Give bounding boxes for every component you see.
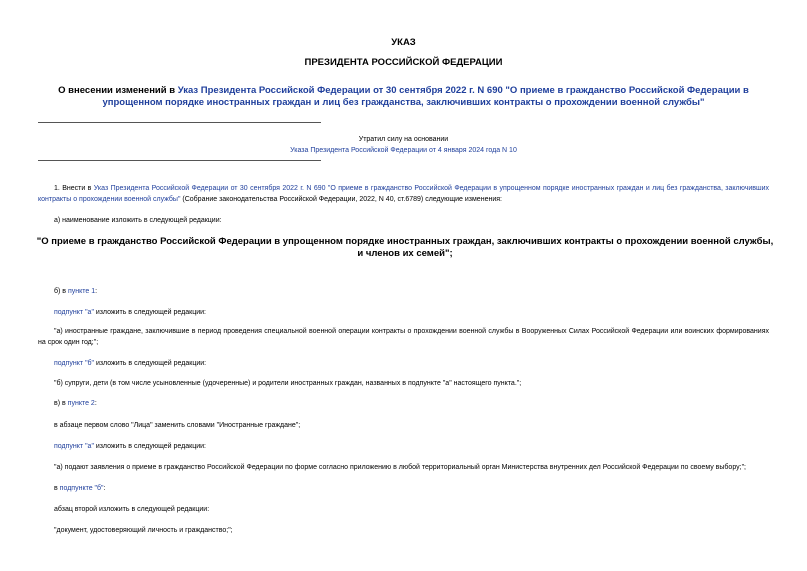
paragraph-1 [38, 183, 769, 205]
v-sub-b-link[interactable]: подпункте "б" [59, 485, 104, 492]
sub-a-suffix: изложить в следующей редакции: [93, 309, 206, 316]
document-subject [40, 85, 767, 109]
sub-b-text: "б) супруги, дети (в том числе усыновленные (удочеренные) и родители иностранных граждан, названных в подпункте "а" настоящего пункта."; [54, 380, 522, 387]
v-sub-b-intro [54, 483, 769, 494]
status-link-line [0, 146, 807, 156]
v-sub-b-suffix: : [103, 485, 106, 492]
v-sub-a-suffix: изложить в следующей редакции: [93, 443, 206, 450]
p1-suffix: (Собрание законодательства Российской Федерации, 2022, N 40, ст.6789) следующие изменения: [180, 196, 502, 203]
v-sub-a-link[interactable]: подпункт "а" [54, 443, 94, 450]
sub-a-intro [54, 307, 769, 318]
v-sub-b-text: "документ, удостоверяющий личность и гражданство;"; [54, 527, 233, 534]
document-type-title: УКАЗ [391, 37, 416, 48]
v-sub-a-intro [54, 441, 769, 452]
quoted-new-title: "О приеме в гражданство Российской Федерации в упрощенном порядке иностранных граждан, заключивших контракты о прохождении военной службы, и членов их семей"; [36, 236, 774, 259]
v-sub-a-text: "а) подают заявления о приеме в гражданство Российской Федерации по форме согласно приложению в любой территориальный орган Министерства внутренних дел Российской Федерации по своему выбору;"; [54, 464, 747, 471]
p1-prefix: 1. Внести в [54, 185, 94, 192]
item-v [54, 398, 769, 409]
divider-top [38, 122, 321, 123]
sub-b-intro [54, 358, 769, 369]
repeal-decree-link[interactable]: Указа Президента Российской Федерации от 4 января 2024 года N 10 [290, 147, 517, 154]
subject-decree-link[interactable]: Указ Президента Российской Федерации от 30 сентября 2022 г. N 690 "О приеме в гражданство Российской Федерации в упрощенном порядке иностранных граждан и лиц без гражданства, заключивших контракты о прохождении военной службы" [102, 85, 749, 108]
sub-b-link[interactable]: подпункт "б" [54, 360, 95, 367]
sub-a-text: "а) иностранные граждане, заключившие в период проведения специальной военной операции контракты о прохождении военной службы в Вооруженных Силах Российской Федерации или воинских формированиях на срок один год;"; [38, 328, 769, 346]
item-a: а) наименование изложить в следующей редакции: [54, 217, 222, 224]
item-v-suffix: : [94, 400, 97, 407]
sub-b-suffix: изложить в следующей редакции: [94, 360, 207, 367]
v-sub-b-second: абзац второй изложить в следующей редакции: [54, 506, 210, 513]
item-b-suffix: : [95, 288, 98, 295]
item-b-prefix: б) в [54, 288, 68, 295]
issuer-title: ПРЕЗИДЕНТА РОССИЙСКОЙ ФЕДЕРАЦИИ [304, 57, 503, 68]
p1-decree-link[interactable]: Указ Президента Российской Федерации от 30 сентября 2022 г. N 690 "О приеме в гражданство Российской Федерации в упрощенном порядке иностранных граждан и лиц без гражданства, заключивших контракты о прохождении военной службы" [38, 185, 770, 203]
v-sub-b-prefix: в [54, 485, 60, 492]
item-v-prefix: в) в [54, 400, 68, 407]
item-b [54, 286, 769, 297]
item-v-first: в абзаце первом слово "Лица" заменить словами "Иностранные граждане"; [54, 422, 301, 429]
subject-prefix: О внесении изменений в [58, 85, 178, 96]
sub-a-link[interactable]: подпункт "а" [54, 309, 94, 316]
item-b-link[interactable]: пункте 1 [67, 288, 96, 295]
status-text: Утратил силу на основании [358, 136, 449, 143]
divider-bottom [38, 160, 321, 161]
item-v-link[interactable]: пункте 2 [67, 400, 95, 407]
